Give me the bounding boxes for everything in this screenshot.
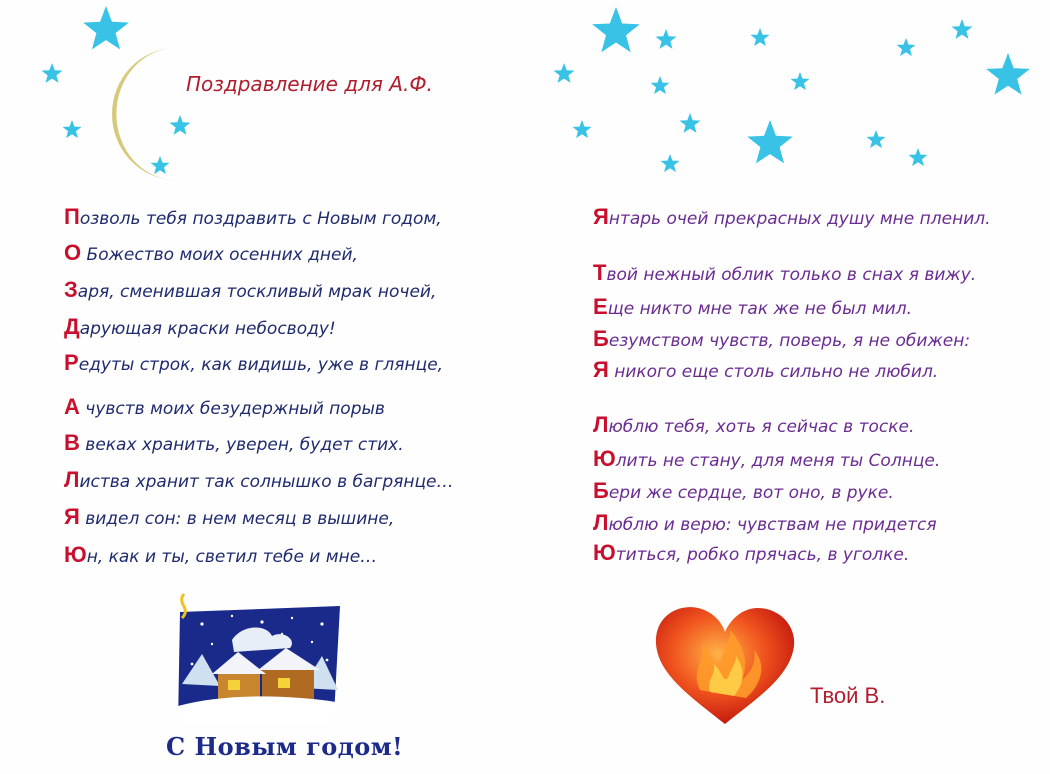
star-icon	[170, 115, 191, 135]
poem-line	[593, 508, 937, 538]
poem-line-text: чувств моих безудержный порыв	[79, 399, 385, 419]
stars-decoration-left	[30, 0, 250, 200]
acrostic-initial: Л	[593, 412, 609, 437]
acrostic-initial: Л	[64, 467, 80, 492]
acrostic-initial: З	[64, 277, 78, 302]
poem-line	[64, 238, 358, 268]
poem-line-text: юблю и верю: чувствам не придется	[608, 515, 937, 535]
poem-line	[64, 202, 442, 232]
acrostic-initial: Ю	[593, 446, 616, 471]
poem-line	[64, 540, 377, 570]
star-icon	[651, 76, 670, 94]
acrostic-initial: Я	[64, 504, 80, 529]
poem-line-text: титься, робко прячась, в уголке.	[615, 545, 910, 565]
poem-line	[593, 324, 970, 354]
acrostic-initial: Л	[593, 510, 609, 535]
star-icon	[747, 120, 793, 163]
poem-line-text: арующая краски небосводу!	[79, 319, 336, 339]
acrostic-initial: Б	[593, 478, 609, 503]
acrostic-initial: Е	[593, 294, 608, 319]
star-icon	[952, 19, 973, 39]
poem-line-text: нтарь очей прекрасных душу мне пленил.	[608, 209, 991, 229]
signature: Твой В.	[810, 683, 886, 708]
page-title: Поздравление для А.Ф.	[186, 72, 433, 96]
poem-line	[64, 275, 436, 305]
poem-line	[593, 355, 938, 385]
acrostic-initial: Ю	[64, 542, 87, 567]
acrostic-initial: Т	[593, 260, 607, 285]
poem-line-text: вой нежный облик только в снах я вижу.	[606, 265, 977, 285]
poem-line-text: аря, сменившая тоскливый мрак ночей,	[77, 282, 437, 302]
poem-line-text: иства хранит так солнышко в багрянце…	[79, 472, 454, 492]
poem-line-text: никого еще столь сильно не любил.	[608, 362, 939, 382]
poem-line-text: езумством чувств, поверь, я не обижен:	[608, 331, 971, 351]
star-icon	[867, 130, 886, 148]
acrostic-initial: П	[64, 204, 80, 229]
poem-line-text: едуты строк, как видишь, уже в глянце,	[78, 355, 444, 375]
star-icon	[554, 63, 575, 83]
poem-line	[64, 392, 385, 422]
acrostic-initial: Д	[64, 314, 80, 339]
acrostic-initial: Я	[593, 204, 609, 229]
star-icon	[661, 154, 680, 172]
poem-line-text: озволь тебя поздравить с Новым годом,	[79, 209, 442, 229]
star-icon	[83, 6, 129, 49]
acrostic-initial: В	[64, 430, 80, 455]
poem-line-text: юблю тебя, хоть я сейчас в тоске.	[608, 417, 915, 437]
acrostic-initial: Ю	[593, 540, 616, 565]
poem-line-text: веках хранить, уверен, будет стих.	[79, 435, 404, 455]
star-icon	[751, 28, 770, 46]
poem-line	[593, 410, 914, 440]
flame-heart-icon	[650, 600, 800, 730]
star-icon	[656, 29, 677, 49]
poem-line-text: ери же сердце, вот оно, в руке.	[608, 483, 894, 503]
acrostic-initial: Я	[593, 357, 609, 382]
poem-line-text: лить не стану, для меня ты Солнце.	[615, 451, 941, 471]
star-icon	[680, 113, 701, 133]
acrostic-initial: А	[64, 394, 80, 419]
poem-line-text: Божество моих осенних дней,	[81, 245, 358, 265]
poem-line	[64, 465, 454, 495]
poem-line-text: видел сон: в нем месяц в вышине,	[79, 509, 395, 529]
poem-line-text: н, как и ты, светил тебе и мне…	[86, 547, 378, 567]
winter-house-card-image	[172, 594, 347, 734]
star-icon	[791, 72, 810, 90]
star-icon	[909, 148, 928, 166]
star-icon	[573, 120, 592, 138]
acrostic-initial: Б	[593, 326, 609, 351]
star-icon	[592, 7, 640, 52]
poem-line	[593, 202, 991, 232]
poem-line	[64, 428, 404, 458]
poem-line	[64, 502, 394, 532]
acrostic-initial: Р	[64, 350, 79, 375]
star-icon	[63, 120, 82, 138]
poem-line	[64, 348, 443, 378]
star-icon	[986, 53, 1030, 95]
poem-line-text: ще никто мне так же не был мил.	[607, 299, 912, 319]
poem-line	[593, 538, 909, 568]
poem-line	[593, 476, 894, 506]
acrostic-initial: О	[64, 240, 82, 265]
stars-decoration-right	[540, 0, 1040, 200]
poem-line	[593, 292, 912, 322]
poem-line	[64, 312, 336, 342]
poem-line	[593, 444, 940, 474]
star-icon	[151, 156, 170, 174]
star-icon	[42, 63, 63, 83]
star-icon	[897, 38, 916, 56]
new-year-card-caption: С Новым годом!	[166, 732, 404, 761]
poem-line	[593, 258, 976, 288]
